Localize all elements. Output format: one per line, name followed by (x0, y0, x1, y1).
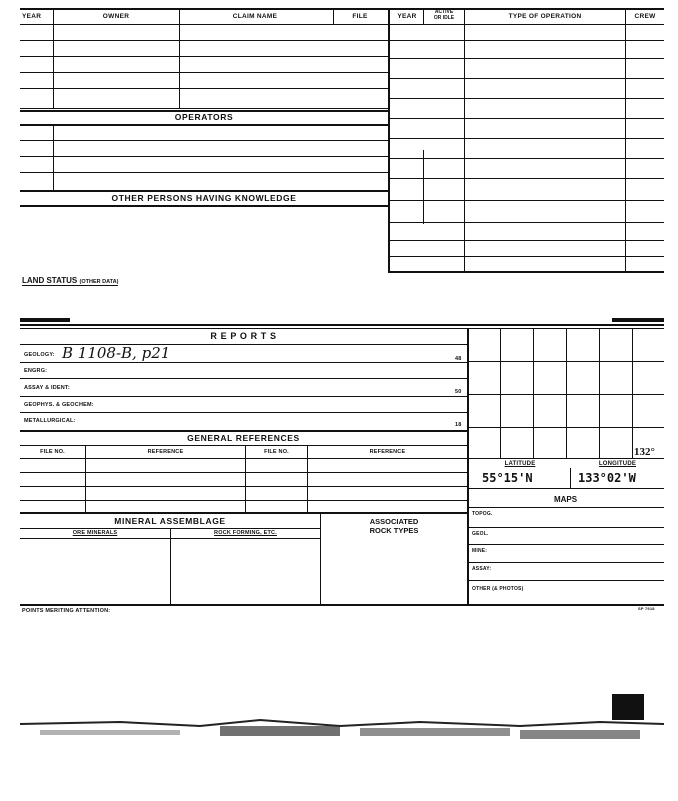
col-divider (85, 445, 86, 512)
lat-long-divider (570, 468, 571, 488)
row-line (388, 200, 664, 201)
header-owner: OWNER (102, 13, 130, 20)
engrg-label: ENGRG: (24, 368, 48, 374)
gen-ref-reference-1: REFERENCE (147, 449, 184, 455)
col-divider (423, 150, 424, 224)
scan-mark (20, 318, 70, 322)
header-year-2: YEAR (397, 13, 417, 20)
maps-other-label: OTHER (& PHOTOS) (472, 586, 524, 592)
grid-line (467, 427, 664, 428)
grid-line (467, 394, 664, 395)
assay-code: 50 (455, 389, 462, 395)
row-line (20, 412, 467, 413)
geology-code: 48 (455, 356, 462, 362)
row-line (20, 140, 388, 141)
gen-ref-reference-2: REFERENCE (369, 449, 406, 455)
mineral-assemblage-title: MINERAL ASSEMBLAGE (114, 516, 226, 526)
row-line (467, 562, 664, 563)
grid-longitude-value: 132° (634, 446, 655, 458)
latitude-label: LATITUDE (504, 461, 536, 467)
geology-label: GEOLOGY: (24, 352, 55, 358)
header-crew: CREW (634, 13, 656, 20)
row-line (467, 580, 664, 581)
row-line (20, 40, 388, 41)
row-line (20, 500, 467, 501)
row-line (20, 108, 388, 109)
col-divider (307, 445, 308, 512)
header-active: ACTIVE (434, 9, 454, 15)
row-line (20, 396, 467, 397)
row-line (20, 72, 388, 73)
operators-title: OPERATORS (174, 112, 234, 122)
other-persons-top (20, 190, 388, 192)
maps-title: MAPS (553, 495, 578, 504)
col-divider (53, 8, 54, 108)
row-line (388, 118, 664, 119)
form-number: SP 7918 (638, 606, 655, 611)
grid-line (566, 328, 567, 458)
lat-long-bottom (467, 488, 664, 489)
row-line (20, 458, 467, 459)
table-header-bottom (20, 24, 664, 25)
row-line (388, 271, 664, 273)
general-references-title: GENERAL REFERENCES (187, 433, 300, 443)
metallurgical-code: 18 (455, 422, 462, 428)
row-line (467, 544, 664, 545)
grid-line (599, 328, 600, 458)
row-line (467, 527, 664, 528)
row-line (388, 240, 664, 241)
maps-header-bottom (467, 507, 664, 508)
gen-ref-bottom (20, 512, 467, 514)
row-line (388, 40, 664, 41)
land-status-label (22, 276, 118, 286)
col-divider (179, 8, 180, 108)
row-line (20, 378, 467, 379)
land-status-sublabel: (OTHER DATA) (79, 279, 119, 285)
reports-bottom-border (20, 604, 664, 606)
reports-title: R E P O R T S (210, 331, 277, 341)
associated-rock-types (321, 517, 467, 535)
row-line (20, 56, 388, 57)
ore-minerals-label: ORE MINERALS (72, 530, 118, 536)
longitude-value: 133°02'W (578, 471, 636, 485)
row-line (388, 158, 664, 159)
grid-line (533, 328, 534, 458)
rock-types-label: ROCK TYPES (369, 526, 419, 535)
row-line (20, 88, 388, 89)
row-line (388, 222, 664, 223)
other-persons-header-bottom (20, 205, 388, 207)
row-line (388, 58, 664, 59)
col-divider (423, 8, 424, 24)
maps-mine-label: MINE: (472, 548, 488, 554)
gen-ref-file-no-1: FILE NO. (40, 449, 65, 455)
row-line (388, 178, 664, 179)
header-claim-name: CLAIM NAME (232, 13, 278, 20)
grid-line (500, 328, 501, 458)
scan-mark (612, 318, 664, 322)
col-divider (245, 445, 246, 512)
header-or-idle: OR IDLE (433, 15, 455, 21)
row-line (20, 362, 467, 363)
grid-bottom (467, 458, 664, 459)
col-divider (625, 8, 626, 272)
land-status-text: LAND STATUS (22, 276, 78, 285)
table-top-border (20, 8, 664, 10)
reports-top-border-2 (20, 328, 664, 329)
row-line (20, 430, 467, 432)
col-divider (464, 8, 465, 272)
row-line (388, 78, 664, 79)
gen-ref-file-no-2: FILE NO. (264, 449, 289, 455)
operators-header-bottom (20, 124, 388, 126)
header-file: FILE (352, 13, 368, 20)
header-type-of-operation: TYPE OF OPERATION (508, 13, 582, 20)
latitude-value: 55°15'N (482, 471, 533, 485)
row-line (388, 98, 664, 99)
col-divider (170, 528, 171, 604)
longitude-label: LONGITUDE (598, 461, 637, 467)
col-divider-main (388, 8, 390, 272)
geophys-label: GEOPHYS. & GEOCHEM: (24, 402, 94, 408)
grid-line (632, 328, 633, 458)
other-persons-title: OTHER PERSONS HAVING KNOWLEDGE (111, 193, 297, 203)
row-line (20, 172, 388, 173)
row-line (388, 256, 664, 257)
row-line (20, 472, 467, 473)
gen-ref-header-top (20, 445, 467, 446)
reports-top-border (20, 324, 664, 326)
scan-noise-band (0, 700, 678, 760)
col-divider (53, 124, 54, 190)
metallurgical-label: METALLURGICAL: (24, 418, 76, 424)
rock-forming-label: ROCK FORMING, ETC. (214, 530, 277, 536)
col-divider (333, 8, 334, 24)
associated-label: ASSOCIATED (369, 517, 419, 526)
grid-line (467, 361, 664, 362)
header-active-or-idle (424, 9, 464, 21)
geology-value: B 1108-B, p21 (62, 344, 171, 362)
maps-topog-label: TOPOG. (472, 511, 493, 517)
row-line (388, 138, 664, 139)
header-year: YEAR (22, 13, 42, 20)
maps-geol-label: GEOL. (472, 531, 489, 537)
row-line (20, 486, 467, 487)
points-meriting-attention-label: POINTS MERITING ATTENTION: (22, 608, 111, 614)
maps-assay-label: ASSAY: (472, 566, 492, 572)
row-line (20, 156, 388, 157)
assay-ident-label: ASSAY & IDENT: (24, 385, 70, 391)
